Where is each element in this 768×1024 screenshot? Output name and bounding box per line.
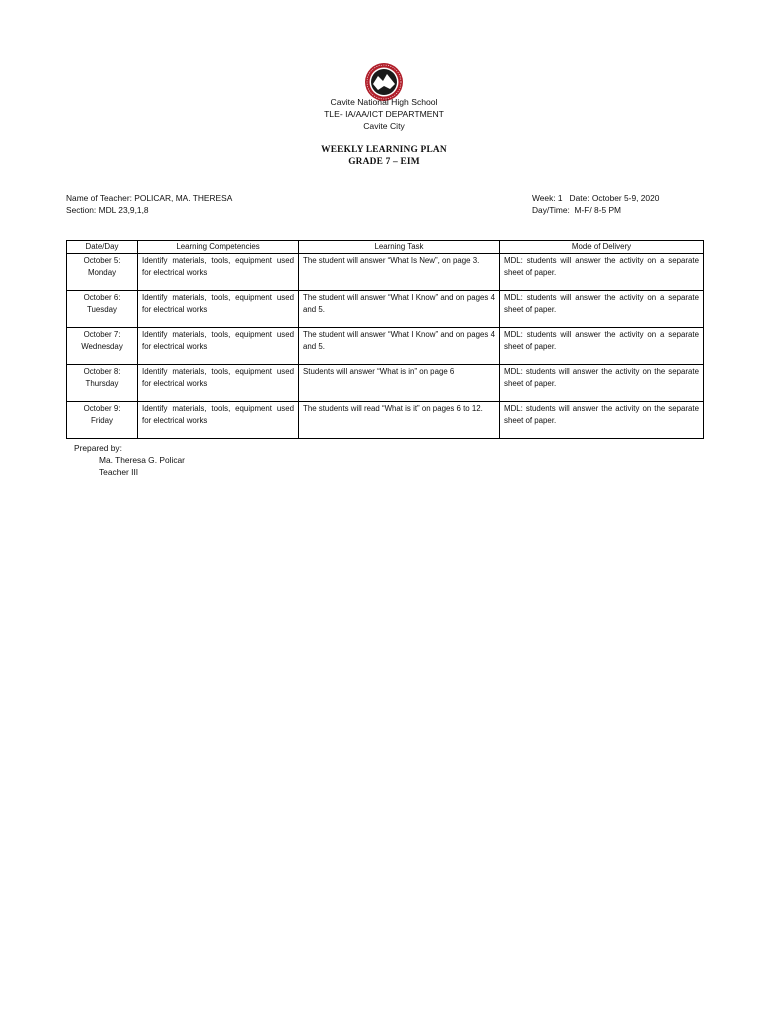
column-header: Mode of Delivery xyxy=(500,241,704,254)
preparer-name: Ma. Theresa G. Policar xyxy=(99,455,185,465)
table-row xyxy=(67,402,704,439)
competency-cell: Identify materials, tools, equipment used for electrical works xyxy=(138,402,299,439)
department-name: TLE- IA/AA/ICT DEPARTMENT xyxy=(324,109,444,119)
date-cell xyxy=(67,254,138,291)
date-label: October 7: xyxy=(83,330,121,339)
learning-plan-table xyxy=(66,240,704,439)
day-label: Tuesday xyxy=(87,305,117,314)
table-header-row xyxy=(67,241,704,254)
task-cell: Students will answer “What is in” on page 6 xyxy=(299,365,500,402)
delivery-cell: MDL: students will answer the activity on the separate sheet of paper. xyxy=(500,402,704,439)
date-label: October 9: xyxy=(83,404,121,413)
day-time: Day/Time: M-F/ 8-5 PM xyxy=(532,205,622,215)
task-cell: The student will answer “What I Know” and on pages 4 and 5. xyxy=(299,328,500,365)
delivery-cell: MDL: students will answer the activity on the separate sheet of paper. xyxy=(500,365,704,402)
section-info: Section: MDL 23,9,1,8 xyxy=(66,205,149,215)
delivery-cell: MDL: students will answer the activity on a separate sheet of paper. xyxy=(500,328,704,365)
date-cell xyxy=(67,365,138,402)
date-cell xyxy=(67,328,138,365)
day-label: Thursday xyxy=(85,379,119,388)
date-label: October 5: xyxy=(83,256,121,265)
day-label: Friday xyxy=(91,416,113,425)
school-name: Cavite National High School xyxy=(330,97,438,107)
document-subtitle: GRADE 7 – EIM xyxy=(348,157,420,167)
delivery-cell: MDL: students will answer the activity on a separate sheet of paper. xyxy=(500,254,704,291)
column-header: Learning Task xyxy=(299,241,500,254)
column-header: Date/Day xyxy=(67,241,138,254)
task-cell: The students will read “What is it” on pages 6 to 12. xyxy=(299,402,500,439)
competency-cell: Identify materials, tools, equipment used for electrical works xyxy=(138,328,299,365)
table-row xyxy=(67,254,704,291)
teacher-name: Name of Teacher: POLICAR, MA. THERESA xyxy=(66,193,233,203)
competency-cell: Identify materials, tools, equipment used for electrical works xyxy=(138,254,299,291)
week-date: Week: 1 Date: October 5-9, 2020 xyxy=(532,193,660,203)
column-header: Learning Competencies xyxy=(138,241,299,254)
table-row xyxy=(67,291,704,328)
task-cell: The student will answer “What Is New”, on page 3. xyxy=(299,254,500,291)
table-row xyxy=(67,365,704,402)
document-title: WEEKLY LEARNING PLAN xyxy=(321,145,447,155)
day-label: Monday xyxy=(87,268,117,277)
preparer-position: Teacher III xyxy=(99,467,139,477)
competency-cell: Identify materials, tools, equipment used for electrical works xyxy=(138,365,299,402)
task-cell: The student will answer “What I Know” and on pages 4 and 5. xyxy=(299,291,500,328)
date-cell xyxy=(67,402,138,439)
date-label: October 6: xyxy=(83,293,121,302)
date-label: October 8: xyxy=(83,367,121,376)
prepared-by-label: Prepared by: xyxy=(74,443,122,453)
competency-cell: Identify materials, tools, equipment used for electrical works xyxy=(138,291,299,328)
city-name: Cavite City xyxy=(363,121,405,131)
table-row xyxy=(67,328,704,365)
date-cell xyxy=(67,291,138,328)
day-label: Wednesday xyxy=(81,342,123,351)
delivery-cell: MDL: students will answer the activity on a separate sheet of paper. xyxy=(500,291,704,328)
